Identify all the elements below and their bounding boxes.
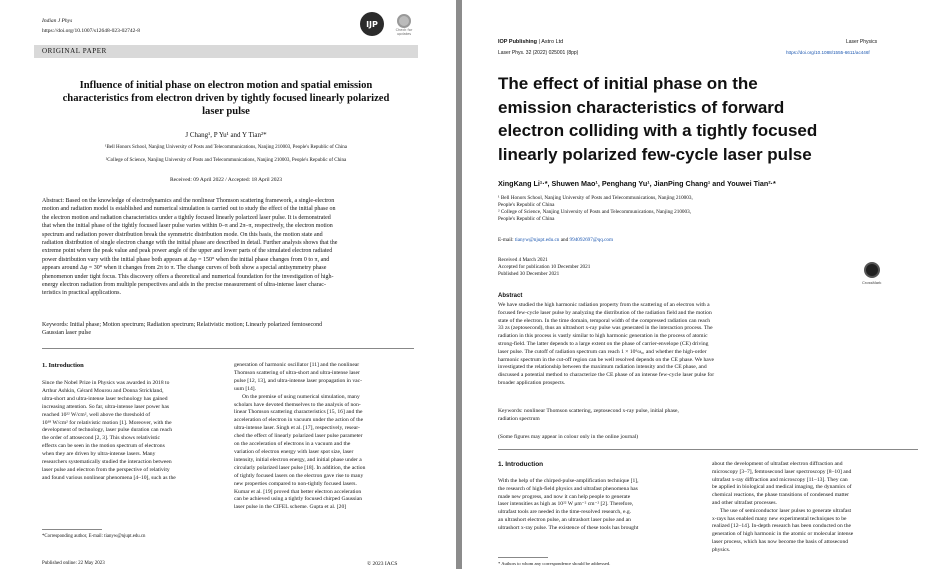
affiliation: ¹Bell Honors School, Nanjing University of Posts and Telecommunications, Nanjing 210003, People's Republic of China: [104, 145, 348, 150]
email-link[interactable]: 994092697@qq.com: [569, 237, 614, 243]
abstract: Abstract: Based on the knowledge of electrodynamics and the nonlinear Thomson scattering framework, a single-electron motion and radiation model is established and numerical simulation is carried out to study the effect of the initial phase on the electron motion and radiation characteristics under a tightly focused linearly polarized laser pulse. It is demonstrated that when the initial phase of the tightly focused laser pulse varies within 0–π and 2π–π, respectively, the electron motion spectrum and radiation power distribution break the symmetric distribution mode. On this basis, the motion state and radiation distribution of single electron change with the initial phase are described in detail. Further analysis shows that the extreme point where the peak value and peak power angle of the upper and lower parts of the simulated electron radiated power distribution vary with the initial phase both appears at Δφ = 150° when the initial phase changes from 0 to π, and appears around Δφ = 30° when it changes from 2π to π. The change curves of both show a special antisymmetry phase phenomenon under tight focus. This discovery offers a theoretical and numerical foundation for the investigation of high- energy electron radiation from multiple perspectives and aids in the precise measurement of ultra-intense laser charac- teristics in practical applications.: [42, 198, 338, 297]
check-updates-icon: [397, 14, 411, 28]
right-paper-page: [462, 0, 934, 569]
keywords: Keywords: nonlinear Thomson scattering, zeptosecond x-ray pulse, initial phase, radiation spectrum: [498, 408, 679, 422]
section-label: ORIGINAL PAPER: [34, 45, 418, 58]
colour-note: (Some figures may appear in colour only in the online journal): [498, 434, 639, 440]
footnote-rule: [498, 557, 548, 558]
copyright: © 2023 IACS: [367, 561, 398, 567]
abstract: We have studied the high harmonic radiation property from the scattering of an electron with a focused few-cycle laser pulse by analyzing the distribution of the radiation field and the motion state of the electron. In the time domain, temporal width of the compressed radiation can reach 33 zs (zeptosecond), thus an ultrashort x-ray pulse was generated in the interaction process. The radiation in this process is vastly similar to high harmonic generation in the process of atomic strong-field. The latter depends to a large extent on the phase of carrier-envelope (CE) driving laser pulse. The cutoff of radiation spectrum can reach 1 × 10⁶ω₀, and whether the high-order harmonic spectrum in the cut-off region can be well resolved depends on the CE phase. We have investigated the relationship between the maximum radiation intensity and the CE phase, and discussed a potential method to characterize the CE phase of an intense few-cycle laser pulse for broader application prospects.: [498, 302, 715, 386]
journal-name: Indian J Phys: [42, 18, 73, 24]
intro-heading: 1. Introduction: [498, 461, 544, 468]
check-updates-label: Check for updates: [395, 28, 413, 36]
body-column-2: generation of harmonic oscillator [11] and the nonlinear Thomson scattering of ultra-short and ultra-intense laser pulse [12, 13], and ultra-intense laser propagation in vac- uum [14]. On the premise of using numerical simulation, many scholars have devoted themselves to the analysis of non- linear Thomson scattering characteristics [15, 16] and the acceleration of electron in vacuum under the action of the ultra-intense laser. Singh et al. [17], respectively, resear- ched the effect of linearly polarized laser pulse parameter on the acceleration of electrons in a vacuum and the variation of electron energy with laser spot size, laser intensity, initial electron energy, and initial phase under a circularly polarized laser pulse [18]. In addition, the action of tightly focused lasers on the electron gave rise to many new properties compared to non-tightly focused lasers. Kumar et al. [19] proved that better electron acceleration can be achieved using a tightly focused chirped Gaussian laser pulse in the CIFEL scheme. Gupta et al. [20]: [234, 362, 366, 511]
doi-link[interactable]: https://doi.org/10.1088/1555-6611/ac446f: [786, 50, 870, 55]
author-list: J Chang¹, P Yu¹ and Y Tian²*: [185, 131, 267, 139]
paper-title: Influence of initial phase on electron motion and spatial emission characteristics from electron driven by tightly focused linearly polarized laser pulse: [62, 80, 390, 117]
footnote-rule: [42, 529, 102, 530]
paper-title: The effect of initial phase on the emission characteristics of forward electron colliding with a tightly focused linearly polarized few-cycle laser pulse: [498, 74, 818, 164]
ijp-logo: IJP: [360, 12, 384, 36]
crossmark-icon: [864, 262, 880, 278]
body-column-1: With the help of the chirped-pulse-amplification technique [1], the research of high-field physics and ultrafast phenomena has made new progress, and now it can help people to generate laser intensities as high as 10²² W μm⁻² cm⁻² [2]. Therefore, ultrafast tools are needed in the time-resolved research, e.g. an ultrashort electron pulse, an ultrashort laser pulse and an ultrashort x-ray pulse. The existence of these tools has brought: [498, 478, 639, 531]
keywords: Keywords: Initial phase; Motion spectrum; Radiation spectrum; Relativistic motion; Linearly polarized femtosecond Gaussian laser pulse: [42, 322, 323, 337]
crossmark-label: CrossMark: [862, 280, 882, 285]
body-column-2: about the development of ultrafast electron diffraction and microscopy [3–7], femtosecond laser spectroscopy [8–10] and ultrafast x-ray diffraction and microscopy [11–13]. They can be applied in biological and medical imaging, the dynamics of chemical reactions, the phase transitions of condensed matter and other ultrafast processes. The use of semiconductor laser pulses to generate ultrafast x-rays has enabled many new experimental techniques to be realized [12–14]. In-depth research has been conducted on the generation of high harmonic in the atomic or molecular intense laser process, which has now become the basis of attosecond physics.: [712, 461, 854, 553]
published-online: Published online: 22 May 2023: [42, 561, 105, 566]
citation-ref: Laser Phys. 32 (2022) 025001 (8pp): [498, 50, 579, 56]
section-divider: [498, 449, 918, 450]
journal-name: Laser Physics: [846, 39, 878, 45]
body-column-1: Since the Nobel Prize in Physics was awarded in 2018 to Arthur Ashkin, Gérard Mourou and Donna Strickland, ultra-short and ultra-intense laser technology has gained increasing attention. So far, ultra-intense laser power has reached 10²² W/cm², well above the threshold of 10¹⁸ W/cm² for relativistic motion [1]. Moreover, with the development of technology, laser pulse duration can reach the order of attosecond [2, 3]. This shows relativistic effects can be seen in the motion spectrum of electrons when they are driven by ultra-intense lasers. Many researchers systematically studied the interaction between laser pulse and electron from the perspective of relativity and found various nonlinear phenomena [4–10], such as the: [42, 380, 176, 481]
doi-link[interactable]: https://doi.org/10.1007/s12648-023-02742-8: [42, 28, 140, 34]
received-dates: Received: 09 April 2022 / Accepted: 18 April 2023: [169, 177, 283, 183]
email-link[interactable]: tianyw@njupt.edu.cn: [514, 237, 560, 243]
left-paper-page: [0, 0, 456, 569]
publisher-name: IOP Publishing | Astro Ltd: [498, 39, 564, 45]
footnote: * Authors to whom any correspondence should be addressed.: [498, 561, 611, 566]
section-divider: [42, 348, 414, 349]
abstract-heading: Abstract: [498, 293, 523, 299]
email-line: E-mail: tianyw@njupt.edu.cn and 994092697@qq.com: [498, 237, 614, 243]
publication-dates: Received 4 March 2021 Accepted for publication 10 December 2021 Published 30 December 2021: [498, 257, 591, 277]
author-list: XingKang Li¹·*, Shuwen Mao¹, Penghang Yu¹, JianPing Chang¹ and Youwei Tian²·*: [498, 179, 776, 188]
check-for-updates-badge[interactable]: [394, 14, 414, 40]
affiliation: ²College of Science, Nanjing University of Posts and Telecommunications, Nanjing 210003, People's Republic of China: [105, 158, 347, 163]
crossmark-badge[interactable]: [862, 262, 881, 285]
intro-heading: 1. Introduction: [42, 362, 84, 369]
affiliation: ¹ Bell Honors School, Nanjing University of Posts and Telecommunications, Nanjing 210003, People's Republic of China ² College of Science, Nanjing University of Posts and Telecommunications, Nanjing 210003, People's Republic of China: [498, 195, 693, 222]
footnote: *Corresponding author, E-mail: tianyw@njupt.edu.cn: [42, 534, 146, 539]
